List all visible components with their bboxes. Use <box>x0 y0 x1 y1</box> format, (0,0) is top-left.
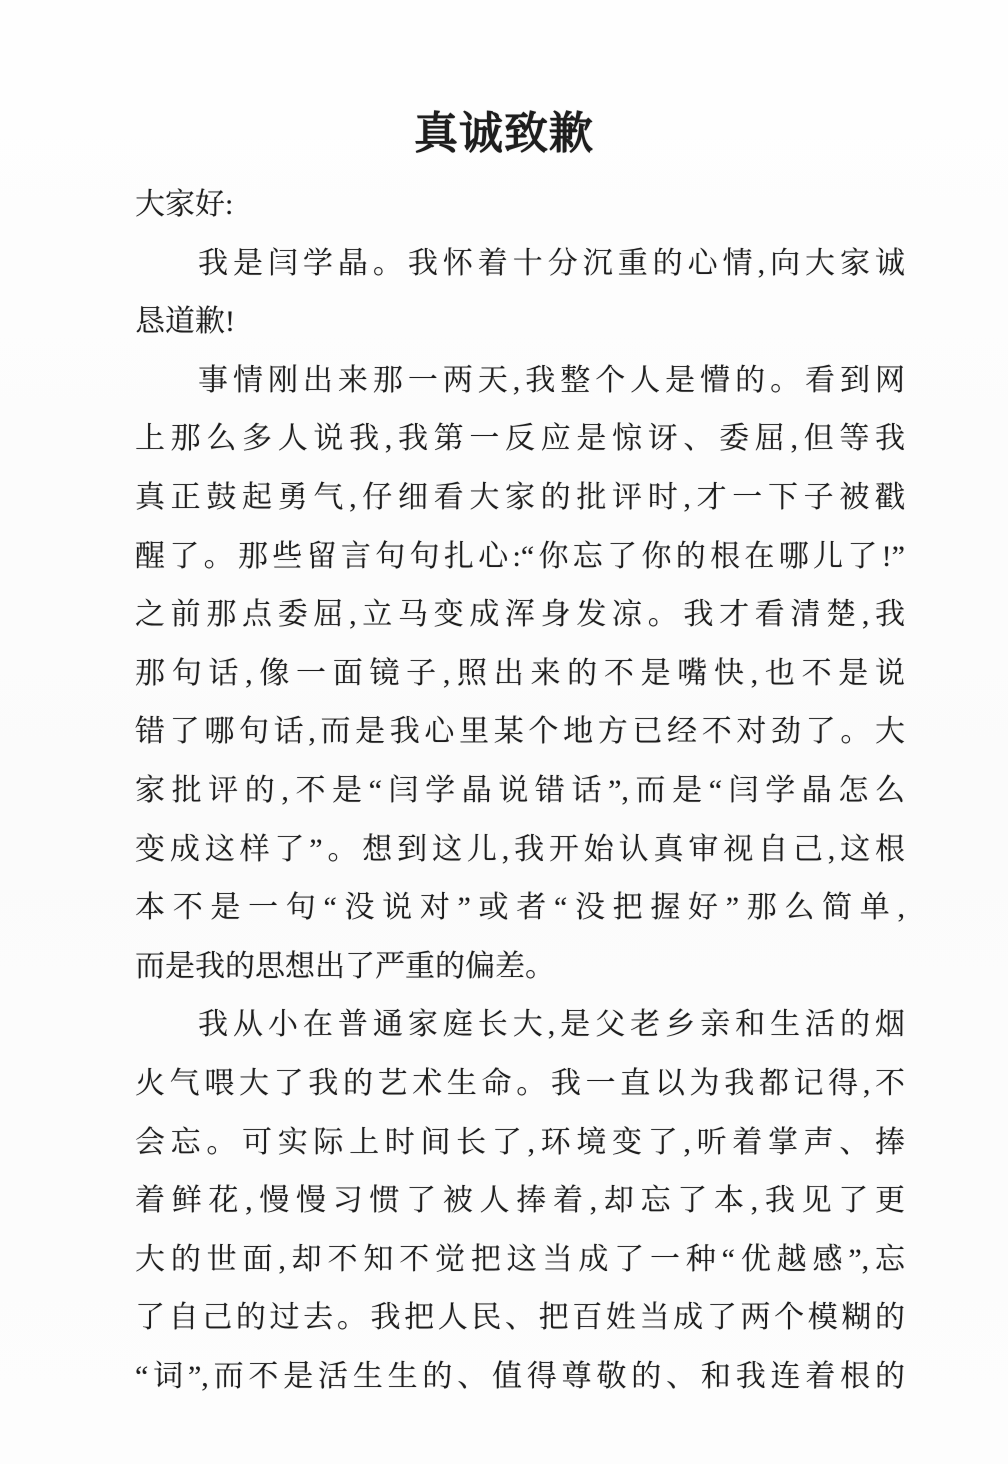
text-line: 真正鼓起勇气,仔细看大家的批评时,才一下子被戳 <box>135 480 905 514</box>
text-line: 事情刚出来那一两天,我整个人是懵的。看到网 <box>198 363 905 397</box>
page-title: 真诚致歉 <box>414 109 594 158</box>
text-line: “词”,而不是活生生的、值得尊敬的、和我连着根的 <box>135 1359 905 1393</box>
text-line: 着鲜花,慢慢习惯了被人捧着,却忘了本,我见了更 <box>135 1184 905 1218</box>
text-line: 我是闫学晶。我怀着十分沉重的心情,向大家诚 <box>198 246 905 280</box>
letter-body <box>135 176 905 1406</box>
text-line-salutation: 大家好: <box>135 188 234 221</box>
text-line: 醒了。那些留言句句扎心:“你忘了你的根在哪儿了!” <box>135 539 905 573</box>
text-line: 恳道歉! <box>135 305 235 339</box>
text-line: 了自己的过去。我把人民、把百姓当成了两个模糊的 <box>135 1301 905 1335</box>
text-line: 大的世面,却不知不觉把这当成了一种“优越感”,忘 <box>135 1242 905 1276</box>
text-line: 而是我的思想出了严重的偏差。 <box>135 949 555 983</box>
text-line: 火气喂大了我的艺术生命。我一直以为我都记得,不 <box>135 1066 905 1100</box>
text-line: 那句话,像一面镜子,照出来的不是嘴快,也不是说 <box>135 656 905 690</box>
text-line: 上那么多人说我,我第一反应是惊讶、委屈,但等我 <box>135 422 905 456</box>
text-line: 本不是一句“没说对”或者“没把握好”那么简单, <box>135 891 905 925</box>
text-line: 家批评的,不是“闫学晶说错话”,而是“闫学晶怎么 <box>135 773 905 807</box>
text-line: 我从小在普通家庭长大,是父老乡亲和生活的烟 <box>198 1008 905 1042</box>
text-line: 之前那点委屈,立马变成浑身发凉。我才看清楚,我 <box>135 598 905 632</box>
text-line: 变成这样了”。想到这儿,我开始认真审视自己,这根 <box>135 832 905 866</box>
text-line: 会忘。可实际上时间长了,环境变了,听着掌声、捧 <box>135 1125 905 1159</box>
text-line: 错了哪句话,而是我心里某个地方已经不对劲了。大 <box>135 715 905 749</box>
